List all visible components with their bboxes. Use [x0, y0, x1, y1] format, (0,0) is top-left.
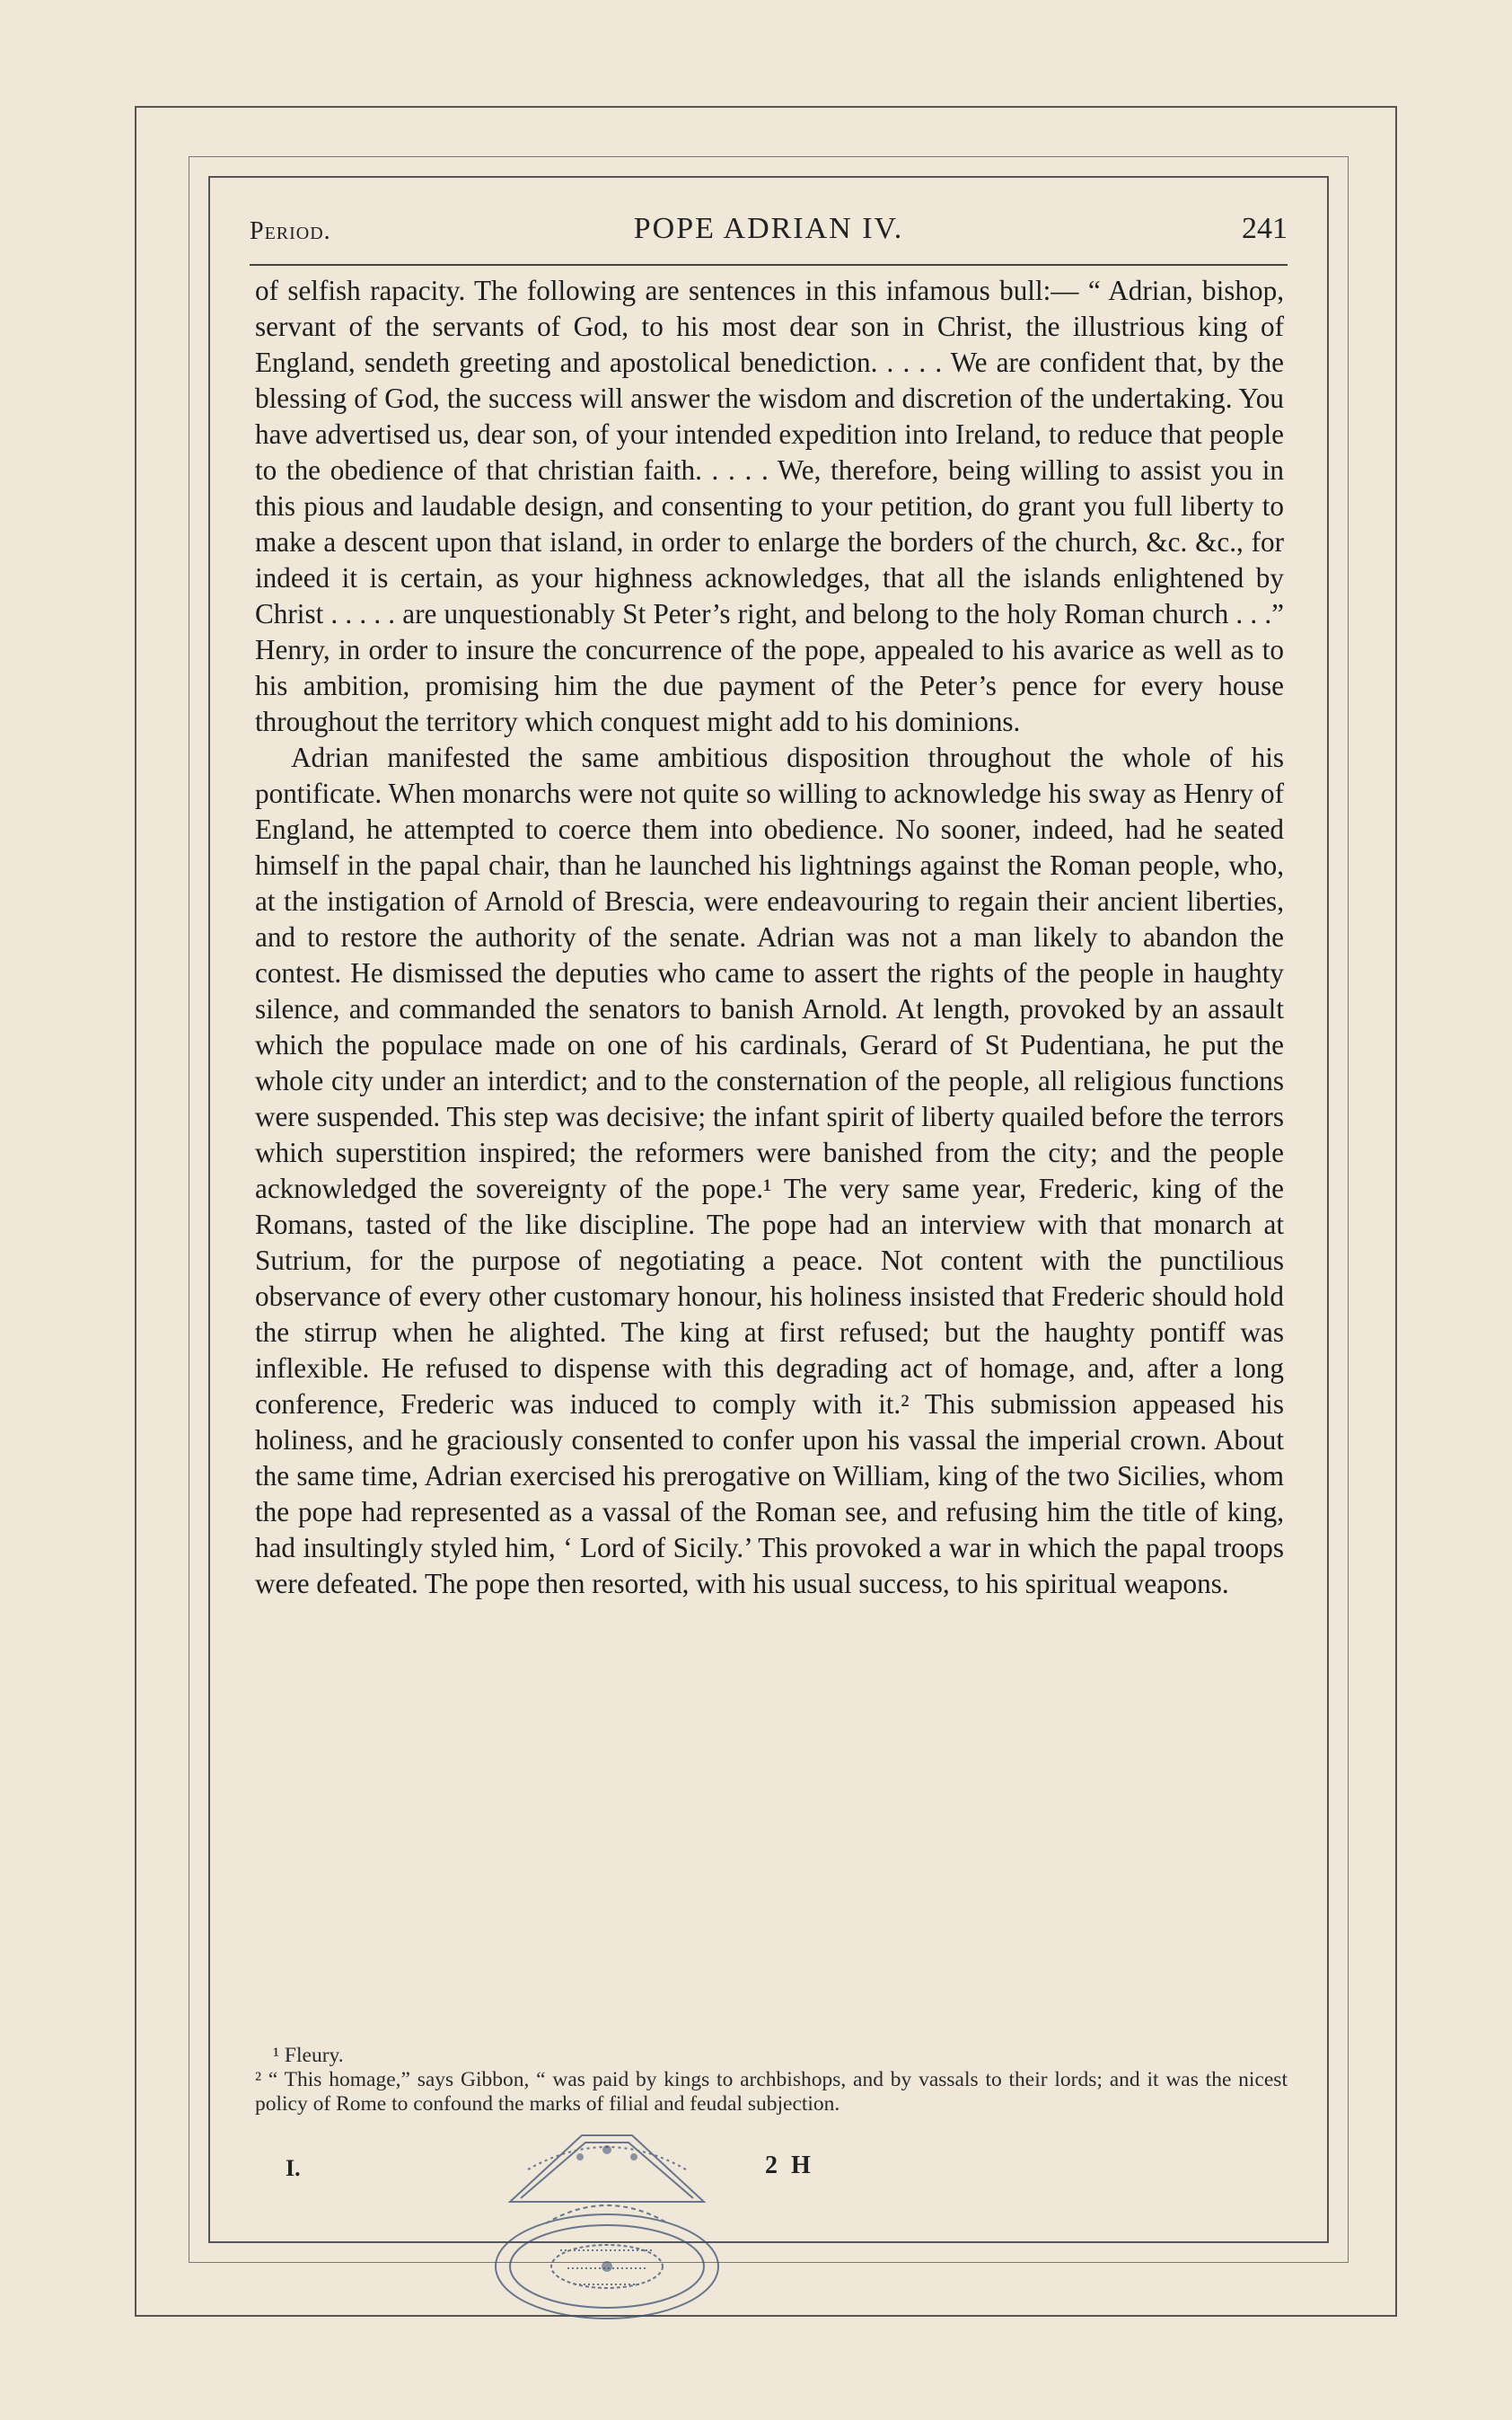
footnote-1: ¹ Fleury. — [273, 2044, 344, 2067]
gathering-signature: 2 H — [765, 2152, 814, 2179]
footnote-2: ² “ This homage,” says Gibbon, “ was paid by kings to archbishops, and by vassals to their lords; and it was the nicest policy of Rome to confound the marks of filial and feudal subjection. — [255, 2068, 1288, 2116]
running-header — [250, 212, 1288, 253]
header-rule — [250, 264, 1288, 266]
paragraph: Adrian manifested the same ambitious disposition throughout the whole of his pontificate. When monarchs were not quite so willing to acknowledge his sway as Henry of England, he attempted to coerce them into obedience. No sooner, indeed, had he seated himself in the papal chair, than he launched his lightnings against the Roman people, who, at the instigation of Arnold of Brescia, were endeavouring to regain their ancient liberties, and to restore the authority of the senate. Adrian was not a man likely to abandon the contest. He dismissed the deputies who came to assert the rights of the people in haughty silence, and commanded the senators to banish Arnold. At length, provoked by an assault which the populace made on one of his cardinals, Gerard of St Pudentiana, he put the whole city under an interdict; and to the consternation of the people, all religious functions were suspended. This step was decisive; the infant spirit of liberty quailed before the terrors which superstition inspired; the reformers were banished from the city; and the people acknowledged the sovereignty of the pope.¹ The very same year, Frederic, king of the Romans, tasted of the like discipline. The pope had an interview with that monarch at Sutrium, for the purpose of negotiating a peace. Not content with the punctilious observance of every other customary honour, his holiness insisted that Frederic should hold the stirrup when he alighted. The king at first refused; but the haughty pontiff was inflexible. He refused to dispense with this degrading act of homage, and, after a long conference, Frederic was induced to comply with it.² This submission appeased his holiness, and he graciously consented to confer upon his vassal the imperial crown. About the same time, Adrian exercised his prerogative on William, king of the two Sicilies, whom the pope had represented as a vassal of the Roman see, and refusing him the title of king, had insultingly styled him, ‘ Lord of Sicily.’ This provoked a war in which the papal troops were defeated. The pope then resorted, with his usual success, to his spiritual weapons. — [255, 742, 1284, 1599]
paragraph: of selfish rapacity. The following are sentences in this infamous bull:— “ Adrian, bishop, servant of the servants of God, to his most dear son in Christ, the illustrious king of England, sendeth greeting and apostolical benediction. . . . . We are confident that, by the blessing of God, the success will answer the wisdom and discretion of the undertaking. You have advertised us, dear son, of your intended expedition into Ireland, to reduce that people to the obedience of that christian faith. . . . . We, therefore, being willing to assist you in this pious and laudable design, and consenting to your petition, do grant you full liberty to make a descent upon that island, in order to enlarge the borders of the church, &c. &c., for indeed it is certain, as your highness acknowledges, that all the islands enlightened by Christ . . . . . are unquestionably St Peter’s right, and belong to the holy Roman church . . .” Henry, in order to insure the concurrence of the pope, appealed to his avarice as well as to his ambition, promising him the due payment of the Peter’s pence for every house throughout the territory which conquest might add to his dominions. — [255, 275, 1284, 737]
footnotes — [255, 2044, 1288, 2116]
page-number: 241 — [1242, 212, 1288, 245]
volume-signature: I. — [286, 2155, 301, 2181]
library-stamp-icon — [474, 2116, 740, 2324]
body-text — [255, 273, 1284, 1602]
header-period: Period. — [250, 217, 331, 245]
page-title: POPE ADRIAN IV. — [633, 212, 904, 245]
